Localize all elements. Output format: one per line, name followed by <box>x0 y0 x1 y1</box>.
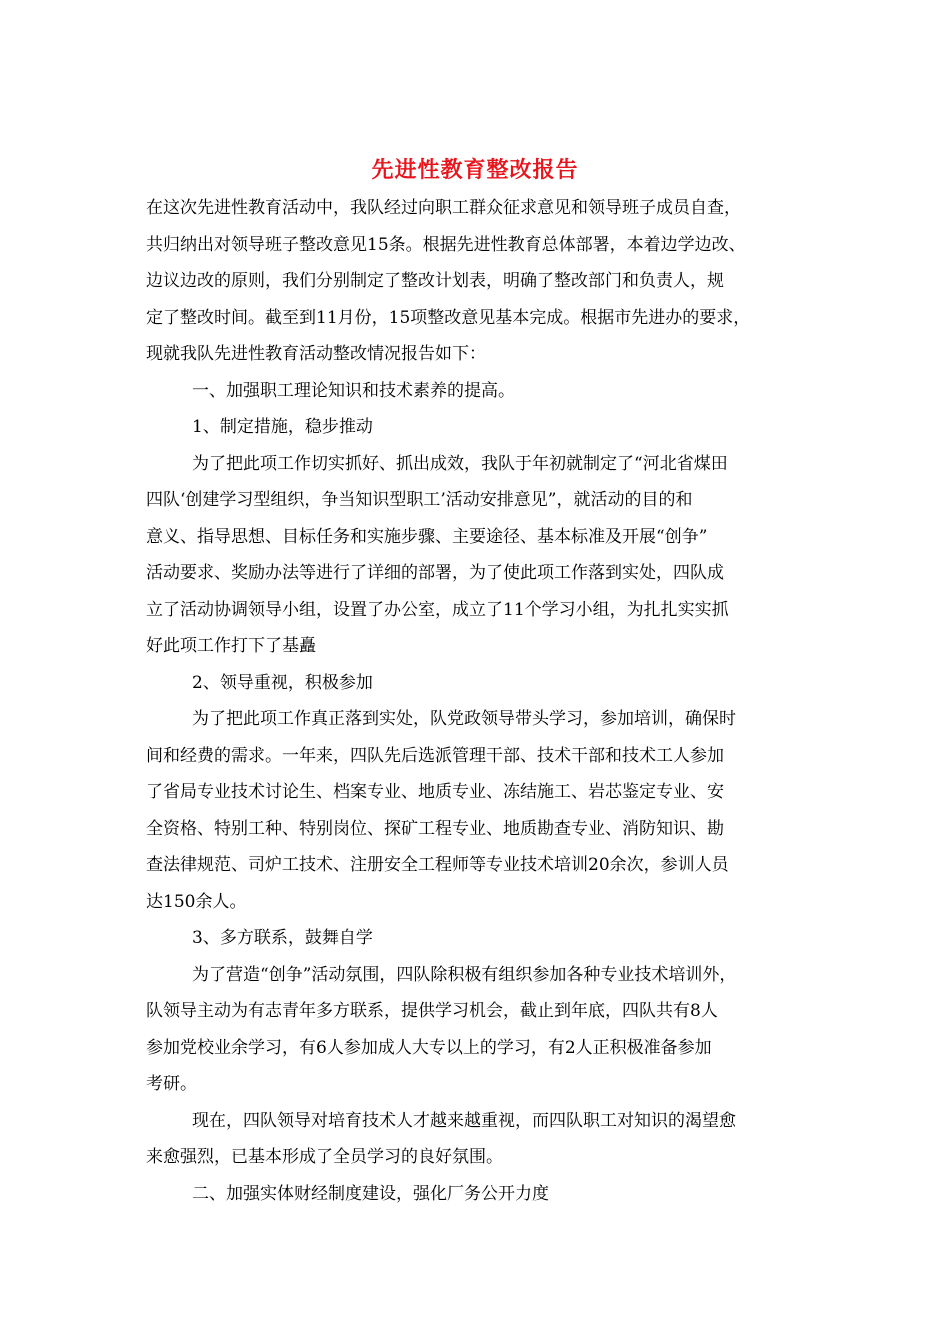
text-line: 达150余人。 <box>146 891 247 912</box>
text-line: 共归纳出对领导班子整改意见15条。根据先进性教育总体部署，本着边学边改、 <box>146 234 746 255</box>
text-line: 来愈强烈，已基本形成了全员学习的良好氛围。 <box>146 1147 503 1167</box>
text-line: 3、多方联系，鼓舞自学 <box>192 928 373 948</box>
text-line: 好此项工作打下了基矗 <box>146 636 316 656</box>
text-line: 了省局专业技术讨论生、档案专业、地质专业、冻结施工、岩芯鉴定专业、安 <box>146 782 724 802</box>
text-line: 边议边改的原则，我们分别制定了整改计划表，明确了整改部门和负责人，规 <box>146 271 724 291</box>
text-line: 立了活动协调领导小组，设置了办公室，成立了11个学习小组，为扎扎实实抓 <box>146 599 729 620</box>
text-line: 查法律规范、司炉工技术、注册安全工程师等专业技术培训20余次，参训人员 <box>146 855 729 875</box>
text-line: 四队‘创建学习型组织，争当知识型职工’活动安排意见”，就活动的目的和 <box>146 490 693 510</box>
text-line: 现就我队先进性教育活动整改情况报告如下： <box>146 344 486 364</box>
text-line: 在这次先进性教育活动中，我队经过向职工群众征求意见和领导班子成员自查， <box>146 198 741 218</box>
text-line: 现在，四队领导对培育技术人才越来越重视，而四队职工对知识的渴望愈 <box>192 1110 736 1131</box>
document-title: 先进性教育整改报告 <box>371 157 579 183</box>
text-line: 参加党校业余学习，有6人参加成人大专以上的学习，有2人正积极准备参加 <box>146 1037 712 1058</box>
text-line: 为了把此项工作真正落到实处，队党政领导带头学习，参加培训，确保时 <box>192 709 736 729</box>
text-line: 一、加强职工理论知识和技术素养的提高。 <box>192 380 515 401</box>
document-body <box>146 190 806 1212</box>
text-line: 意义、指导思想、目标任务和实施步骤、主要途径、基本标准及开展“创争” <box>146 526 708 547</box>
text-line: 全资格、特别工种、特别岗位、探矿工程专业、地质勘查专业、消防知识、勘 <box>146 818 724 839</box>
text-line: 为了营造“创争”活动氛围，四队除积极有组织参加各种专业技术培训外， <box>192 964 737 985</box>
text-line: 活动要求、奖励办法等进行了详细的部署，为了使此项工作落到实处，四队成 <box>146 563 724 583</box>
text-line: 间和经费的需求。一年来，四队先后选派管理干部、技术干部和技术工人参加 <box>146 745 724 766</box>
text-line: 1、制定措施，稳步推动 <box>192 417 373 437</box>
text-line: 定了整改时间。截至到11月份，15项整改意见基本完成。根据市先进办的要求， <box>146 307 751 328</box>
text-line: 2、领导重视，积极参加 <box>192 672 373 693</box>
text-line: 为了把此项工作切实抓好、抓出成效，我队于年初就制定了“河北省煤田 <box>192 453 728 474</box>
text-line: 考研。 <box>146 1074 197 1094</box>
text-line: 二、加强实体财经制度建设，强化厂务公开力度 <box>192 1183 549 1204</box>
text-line: 队领导主动为有志青年多方联系，提供学习机会，截止到年底，四队共有8人 <box>146 1001 718 1021</box>
